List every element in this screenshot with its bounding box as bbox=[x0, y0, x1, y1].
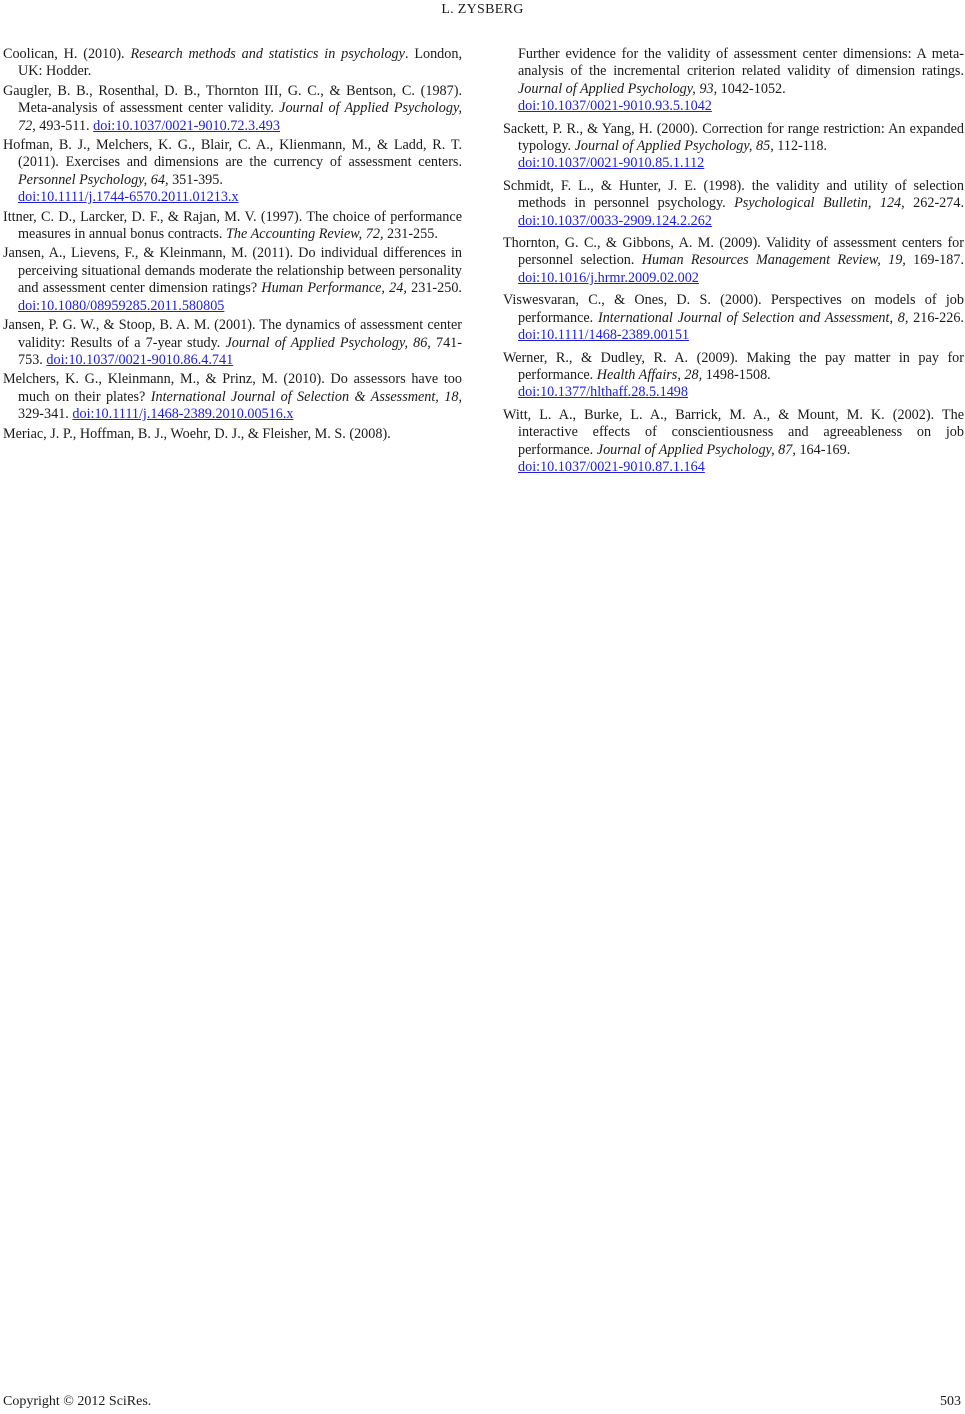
reference-pages: 1498-1508. bbox=[702, 366, 771, 383]
reference-entry bbox=[3, 46, 462, 81]
reference-authors-title: Thornton, G. C., & Gibbons, A. M. (2009). Validity of assessment centers for personnel selection. bbox=[503, 235, 964, 269]
reference-source: Health Affairs, 28, bbox=[596, 366, 703, 383]
doi-link[interactable]: doi:10.1111/1468-2389.00151 bbox=[518, 327, 690, 344]
reference-pages: 112-118. bbox=[773, 138, 828, 155]
reference-entry bbox=[3, 426, 462, 443]
reference-authors-title: Hofman, B. J., Melchers, K. G., Blair, C. A., Klienmann, M., & Ladd, R. T. (2011). Exercises and dimensions are the currency of assessment centers. bbox=[3, 137, 462, 171]
references-left-column bbox=[3, 46, 462, 445]
doi-link[interactable]: doi:10.1037/0033-2909.124.2.262 bbox=[518, 212, 712, 229]
reference-source: Human Resources Management Review, 19, bbox=[641, 252, 906, 269]
reference-authors-title: Coolican, H. (2010). bbox=[3, 46, 131, 62]
reference-authors-title: Witt, L. A., Burke, L. A., Barrick, M. A., & Mount, M. K. (2002). The interactive effects of conscientiousness and agreeableness on job performance. bbox=[503, 406, 964, 458]
reference-authors-title: Ittner, C. D., Larcker, D. F., & Rajan, M. V. (1997). The choice of performance measures in annual bonus contracts. bbox=[3, 208, 462, 243]
reference-source: Journal of Applied Psychology, 87, bbox=[596, 441, 796, 458]
doi-link[interactable]: doi:10.1037/0021-9010.72.3.493 bbox=[93, 117, 280, 134]
reference-source: International Journal of Selection and Assessment, 8, bbox=[597, 309, 909, 326]
reference-pages: 216-226. bbox=[908, 309, 964, 326]
doi-link[interactable]: doi:10.1037/0021-9010.93.5.1042 bbox=[518, 98, 712, 115]
reference-authors-title: Meriac, J. P., Hoffman, B. J., Woehr, D. J., & Fleisher, M. S. (2008). bbox=[3, 425, 391, 442]
reference-source: Personnel Psychology, 64, bbox=[18, 171, 169, 188]
reference-source: Research methods and statistics in psychology bbox=[130, 46, 405, 62]
doi-link[interactable]: doi:10.1037/0021-9010.85.1.112 bbox=[518, 155, 705, 172]
reference-authors-title: Viswesvaran, C., & Ones, D. S. (2000). Perspectives on models of job performance. bbox=[503, 292, 964, 326]
reference-pages: . London, UK: Hodder. bbox=[18, 46, 462, 80]
reference-entry bbox=[503, 121, 964, 173]
reference-entry bbox=[503, 407, 964, 477]
doi-link[interactable]: doi:10.1111/j.1468-2389.2010.00516.x bbox=[72, 406, 294, 423]
doi-link[interactable]: doi:10.1377/hlthaff.28.5.1498 bbox=[518, 384, 688, 401]
reference-authors-title: Jansen, A., Lievens, F., & Kleinmann, M. (2011). Do individual differences in perceiving situational demands moderate the relationship between personality and assessment center dimension ratings? bbox=[3, 245, 462, 297]
reference-pages: 493-511. bbox=[35, 117, 94, 134]
reference-source: Journal of Applied Psychology, 93, bbox=[518, 80, 718, 97]
reference-pages: 262-274. bbox=[904, 195, 964, 212]
doi-link[interactable]: doi:10.1080/08959285.2011.580805 bbox=[18, 297, 225, 314]
reference-entry bbox=[3, 137, 462, 207]
reference-authors-title: Gaugler, B. B., Rosenthal, D. B., Thornton III, G. C., & Bentson, C. (1987). Meta-analysis of assessment center validity. bbox=[3, 82, 462, 117]
reference-pages: 231-255. bbox=[383, 226, 438, 243]
references-right-column bbox=[503, 46, 964, 481]
reference-source: Journal of Applied Psychology, 85, bbox=[574, 138, 774, 155]
reference-source: Journal of Applied Psychology, 72, bbox=[18, 100, 463, 134]
reference-pages: 351-395. bbox=[168, 171, 223, 188]
reference-entry bbox=[503, 350, 964, 402]
reference-authors-title: Sackett, P. R., & Yang, H. (2000). Correction for range restriction: An expanded typology. bbox=[503, 120, 964, 155]
running-head: L. ZYSBERG bbox=[441, 2, 524, 17]
reference-source: Journal of Applied Psychology, 86, bbox=[225, 334, 431, 351]
reference-authors-title: Further evidence for the validity of assessment center dimensions: A meta-analysis of the incremental criterion related validity of dimension ratings. bbox=[518, 46, 964, 80]
reference-source: International Journal of Selection & Assessment, 18, bbox=[150, 388, 462, 405]
reference-pages: 169-187. bbox=[905, 252, 964, 269]
page-number: 503 bbox=[940, 1394, 961, 1409]
reference-pages: 741-753. bbox=[18, 334, 462, 368]
reference-entry bbox=[3, 371, 462, 423]
reference-entry-continued bbox=[503, 46, 964, 116]
doi-link[interactable]: doi:10.1016/j.hrmr.2009.02.002 bbox=[518, 269, 699, 286]
reference-entry bbox=[503, 178, 964, 230]
doi-link[interactable]: doi:10.1037/0021-9010.87.1.164 bbox=[518, 458, 705, 475]
copyright-notice: Copyright © 2012 SciRes. bbox=[3, 1394, 152, 1409]
reference-entry bbox=[503, 292, 964, 344]
doi-link[interactable]: doi:10.1111/j.1744-6570.2011.01213.x bbox=[18, 189, 239, 206]
reference-source: Human Performance, 24, bbox=[261, 280, 407, 297]
reference-entry bbox=[503, 235, 964, 287]
reference-authors-title: Werner, R., & Dudley, R. A. (2009). Making the pay matter in pay for performance. bbox=[503, 349, 964, 383]
reference-authors-title: Melchers, K. G., Kleinmann, M., & Prinz, M. (2010). Do assessors have too much on their plates? bbox=[3, 371, 462, 405]
reference-authors-title: Schmidt, F. L., & Hunter, J. E. (1998). the validity and utility of selection methods in personnel psychology. bbox=[503, 177, 964, 212]
reference-entry bbox=[3, 317, 462, 369]
reference-authors-title: Jansen, P. G. W., & Stoop, B. A. M. (2001). The dynamics of assessment center validity: Results of a 7-year study. bbox=[3, 317, 462, 351]
reference-source: Psychological Bulletin, 124, bbox=[734, 195, 905, 212]
reference-pages: 164-169. bbox=[795, 441, 851, 458]
doi-link[interactable]: doi:10.1037/0021-9010.86.4.741 bbox=[46, 351, 234, 368]
reference-pages: 231-250. bbox=[406, 280, 462, 297]
reference-pages: 329-341. bbox=[18, 406, 73, 423]
reference-entry bbox=[3, 209, 462, 244]
reference-entry bbox=[3, 83, 462, 135]
reference-source: The Accounting Review, 72, bbox=[226, 226, 384, 243]
reference-pages: 1042-1052. bbox=[717, 80, 786, 97]
reference-entry bbox=[3, 245, 462, 315]
